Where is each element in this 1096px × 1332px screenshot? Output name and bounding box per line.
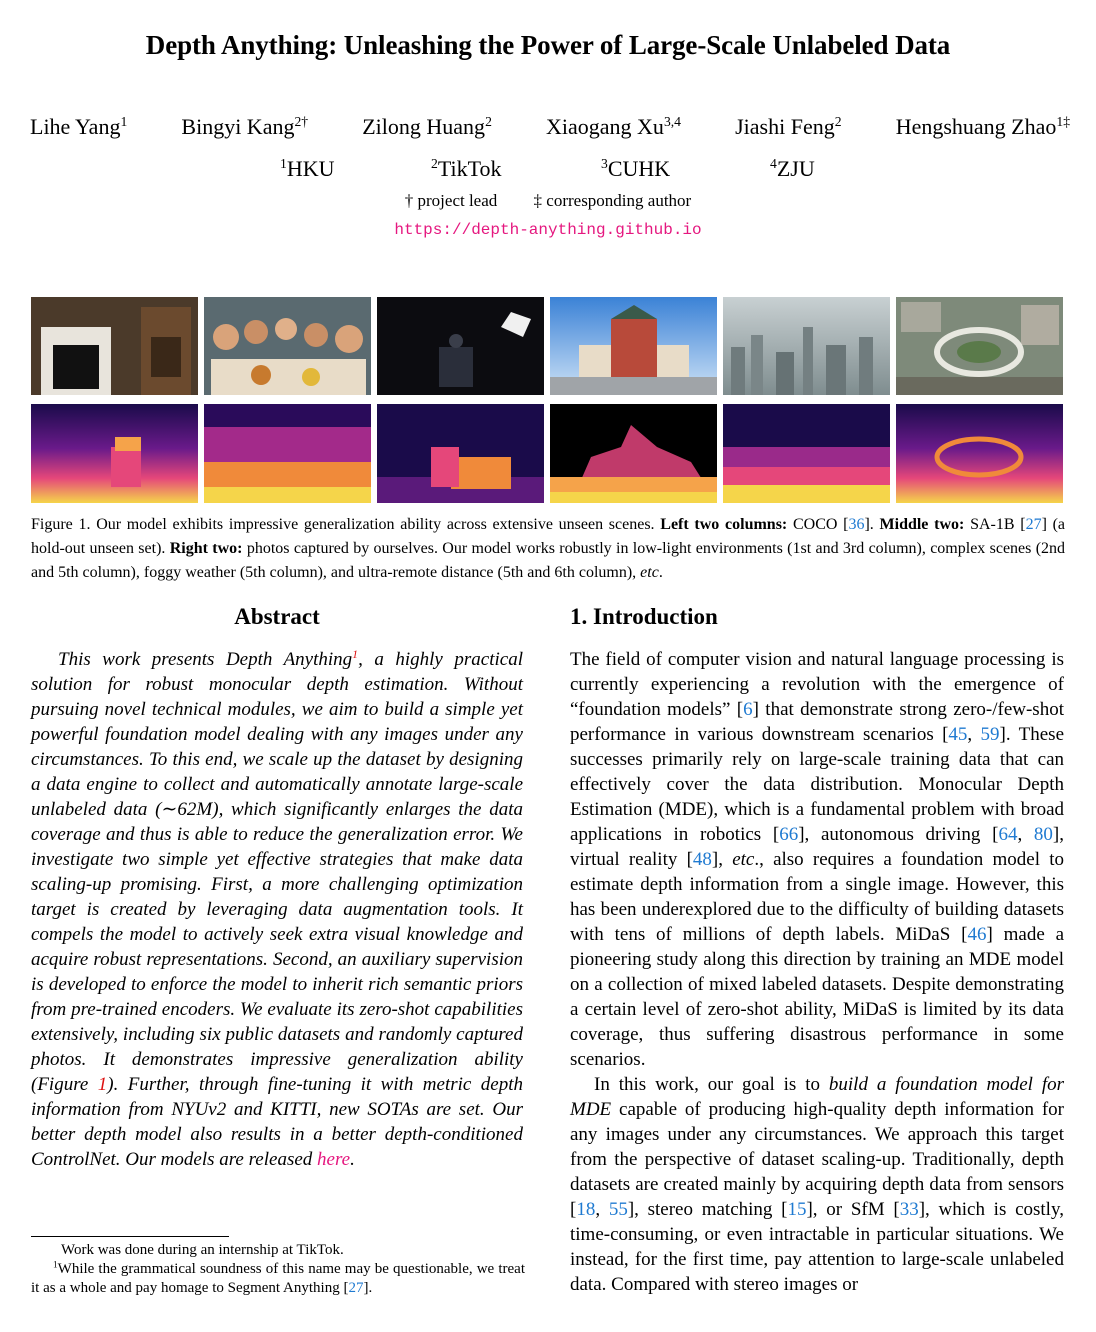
photo-fireplace-room bbox=[31, 297, 198, 395]
body-text: , bbox=[595, 1199, 609, 1220]
author-notes bbox=[0, 191, 1096, 211]
corresponding-author-note: ‡ corresponding author bbox=[533, 191, 692, 210]
citation-link[interactable]: 18 bbox=[576, 1199, 596, 1220]
body-text: ], virtual reality [ bbox=[570, 824, 1064, 870]
body-text: ], autonomous driving [ bbox=[798, 824, 999, 845]
author: Zilong Huang$^2$ bbox=[362, 113, 492, 139]
depth-map-fireplace-room bbox=[31, 404, 198, 503]
body-text: The field of computer vision and natural language processing is currently experiencing a revolution with the emergence of “foundation models” [ bbox=[570, 649, 1064, 720]
depth-map-aerial-roundabout bbox=[896, 404, 1063, 503]
abstract-section bbox=[31, 604, 523, 1172]
citation-link[interactable]: 80 bbox=[1033, 824, 1053, 845]
depth-map-foggy-city bbox=[723, 404, 890, 503]
photo-low-light-piano bbox=[377, 297, 544, 395]
photo-family-dinner bbox=[204, 297, 371, 395]
citation-link[interactable]: 15 bbox=[787, 1199, 807, 1220]
author: Lihe Yang$^1$ bbox=[30, 113, 128, 139]
figure-1 bbox=[31, 297, 1063, 503]
footnote-rule bbox=[31, 1236, 229, 1237]
body-text: , bbox=[1017, 824, 1034, 845]
affiliation: $^2$TikTok bbox=[431, 155, 502, 181]
citation-link[interactable]: 64 bbox=[998, 824, 1018, 845]
footnote-marker[interactable]: 1 bbox=[352, 647, 359, 661]
affiliation: $^3$CUHK bbox=[601, 155, 671, 181]
citation-link[interactable]: 6 bbox=[743, 699, 753, 720]
introduction-paragraph bbox=[570, 1072, 1064, 1297]
footnote-internship: Work was done during an internship at TikTok. bbox=[61, 1242, 344, 1258]
project-lead-note: † project lead bbox=[404, 191, 498, 210]
footnotes bbox=[31, 1241, 525, 1298]
project-url-link[interactable]: https://depth-anything.github.io bbox=[394, 221, 702, 239]
depth-map-low-light-piano bbox=[377, 404, 544, 503]
body-text: ], stereo matching [ bbox=[627, 1199, 788, 1220]
body-text: ] made a pioneering study along this direction by training an MDE model on a collection of mixed labeled datasets. Despite demonstrating a certain level of zero-shot ability, MiDaS is limited by its data coverage, thus suffering disastrous performance in some scenarios. bbox=[570, 924, 1065, 1070]
figure-caption: Figure 1. Our model exhibits impressive generalization ability across extensive unseen scenes. Left two columns: COCO [36]. Middle two: SA-1B [27] (a hold-out unseen set). Right two: photos captured by ourselves. Our model works robustly in low-light environments (1st and 3rd column), complex scenes (2nd and 5th column), foggy weather (5th column), and ultra-remote distance (5th and 6th column), etc. bbox=[31, 516, 1066, 581]
citation-link[interactable]: 33 bbox=[899, 1199, 919, 1220]
body-text: capable of producing high-quality depth information for any images under any circumstances. We approach this target from the perspective of dataset scaling-up. Traditionally, depth datasets are created mainly by acquiring depth data from sensors [ bbox=[570, 1099, 1064, 1220]
abstract-heading: Abstract bbox=[234, 604, 320, 629]
introduction-paragraph bbox=[570, 647, 1064, 1072]
photo-aerial-roundabout bbox=[896, 297, 1063, 395]
author: Jiashi Feng$^2$ bbox=[735, 113, 842, 139]
author: Bingyi Kang$^{2\dagger}$ bbox=[181, 113, 309, 139]
emphasis-text: build a foundation model for MDE bbox=[570, 1074, 1064, 1120]
body-text: ]. These successes primarily rely on large-scale training data that can effectively cover the data distribution. Monocular Depth Estimation (MDE), which is a fundamental problem with broad applications in robotics [ bbox=[570, 724, 1065, 845]
figure-reference[interactable]: 1 bbox=[97, 1074, 108, 1095]
abstract-text: This work presents Depth Anything$^1$, a highly practical solution for robust monocular depth estimation. Without pursuing novel technical modules, we aim to build a simple yet powerful foundation model dealing with any images under any circumstances. To this end, we scale up the dataset by designing a data engine to collect and automatically annotate large-scale unlabeled data (∼62M), which significantly enlarges the data coverage and thus is able to reduce the generalization error. We investigate two simple yet effective strategies that make data scaling-up promising. First, a more challenging optimization target is created by leveraging data augmentation tools. It compels the model to actively seek extra visual knowledge and acquire robust representations. Second, an auxiliary supervision is developed to enforce the model to inherit rich semantic priors from pre-trained encoders. We evaluate its zero-shot capabilities extensively, including six public datasets and randomly captured photos. It demonstrates impressive generalization ability (Figure 1). Further, through fine-tuning it with metric depth information from NYUv2 and KITTI, new SOTAs are set. Our better depth model also results in a better depth-conditioned ControlNet. Our models are released here. bbox=[31, 647, 523, 1170]
body-text: , bbox=[967, 724, 981, 745]
models-here-link[interactable]: here bbox=[317, 1149, 351, 1170]
author-list bbox=[30, 114, 1070, 140]
photo-foggy-city bbox=[723, 297, 890, 395]
author: Hengshuang Zhao$^{1\ddagger}$ bbox=[895, 113, 1070, 139]
body-text: ], or SfM [ bbox=[806, 1199, 900, 1220]
body-text: ], bbox=[711, 849, 733, 870]
introduction-heading: 1. Introduction bbox=[570, 604, 718, 629]
citation-link[interactable]: 59 bbox=[980, 724, 1000, 745]
photo-palace-building bbox=[550, 297, 717, 395]
citation-link[interactable]: 46 bbox=[967, 924, 987, 945]
citation-link[interactable]: 27 bbox=[348, 1280, 364, 1296]
author: Xiaogang Xu$^{3,4}$ bbox=[546, 113, 681, 139]
emphasis-text: etc bbox=[732, 849, 755, 870]
citation-link[interactable]: 36 bbox=[848, 516, 865, 533]
body-text: ] that demonstrate strong zero-/few-shot performance in various downstream scenarios [ bbox=[570, 699, 1064, 745]
affiliation: $^4$ZJU bbox=[770, 155, 815, 181]
depth-map-palace-building bbox=[550, 404, 717, 503]
citation-link[interactable]: 66 bbox=[779, 824, 799, 845]
footnote-name: $^1$While the grammatical soundness of this name may be questionable, we treat it as a whole and pay homage to Segment Anything [27]. bbox=[31, 1260, 525, 1296]
citation-link[interactable]: 27 bbox=[1025, 516, 1042, 533]
body-text: ., also requires a foundation model to estimate depth information from a single image. However, this has been underexplored due to the difficulty of building datasets with tens of millions of depth labels. MiDaS [ bbox=[570, 849, 1064, 945]
citation-link[interactable]: 55 bbox=[608, 1199, 628, 1220]
body-text: ], which is costly, time-consuming, or even intractable in particular situations. We instead, for the first time, pay attention to large-scale unlabeled data. Compared with stereo images or bbox=[570, 1199, 1064, 1295]
citation-link[interactable]: 48 bbox=[692, 849, 712, 870]
citation-link[interactable]: 45 bbox=[948, 724, 968, 745]
body-text: In this work, our goal is to bbox=[594, 1074, 829, 1095]
paper-title: Depth Anything: Unleashing the Power of Large-Scale Unlabeled Data bbox=[145, 30, 951, 60]
depth-map-family-dinner bbox=[204, 404, 371, 503]
affiliation: $^1$HKU bbox=[280, 155, 335, 181]
introduction-section bbox=[570, 604, 1064, 1297]
